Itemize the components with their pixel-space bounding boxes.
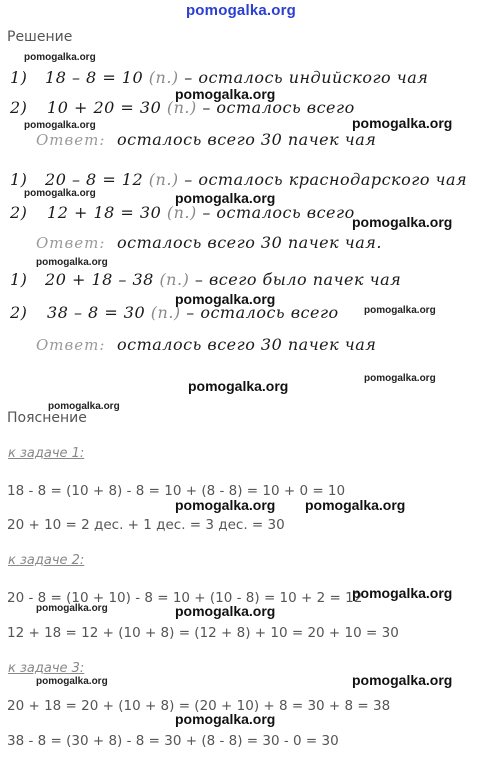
description: – осталось всего: [202, 203, 355, 222]
watermark: pomogalka.org: [36, 676, 108, 687]
description: – осталось индийского чая: [184, 68, 429, 87]
watermark: pomogalka.org: [364, 305, 436, 316]
watermark: pomogalka.org: [175, 291, 276, 307]
line-number: 2): [10, 98, 28, 117]
task2-line1: 20 - 8 = (10 + 10) - 8 = 10 + (10 - 8) = 10 + 2 = 12: [7, 590, 363, 606]
explanation-title: Пояснение: [7, 410, 87, 426]
unit: (п.): [148, 68, 179, 87]
description: – осталось всего: [202, 98, 355, 117]
watermark: pomogalka.org: [24, 120, 96, 131]
solution-title: Решение: [7, 29, 73, 45]
watermark: pomogalka.org: [175, 603, 276, 619]
solution-block3-answer: [36, 335, 376, 354]
watermark: pomogalka.org: [175, 711, 276, 727]
answer-word: Ответ:: [36, 336, 106, 354]
watermark: pomogalka.org: [352, 672, 453, 688]
expression: 38 – 8 = 30: [47, 303, 146, 322]
answer-text: осталось всего 30 пачек чая.: [117, 233, 382, 252]
watermark: pomogalka.org: [24, 188, 96, 199]
answer-text: осталось всего 30 пачек чая: [117, 335, 377, 354]
solution-block2-answer: [36, 233, 382, 252]
expression: 10 + 20 = 30: [47, 98, 162, 117]
watermark: pomogalka.org: [188, 378, 289, 394]
task3-line1: 20 + 18 = 20 + (10 + 8) = (20 + 10) + 8 = 30 + 8 = 38: [7, 698, 391, 714]
answer-word: Ответ:: [36, 131, 106, 149]
unit: (п.): [159, 270, 190, 289]
task2-line2: 12 + 18 = 12 + (10 + 8) = (12 + 8) + 10 = 20 + 10 = 30: [7, 625, 399, 641]
task3-line2: 38 - 8 = (30 + 8) - 8 = 30 + (8 - 8) = 30 - 0 = 30: [7, 733, 339, 749]
expression: 20 – 8 = 12: [45, 170, 144, 189]
answer-word: Ответ:: [36, 234, 106, 252]
watermark: pomogalka.org: [364, 373, 436, 384]
watermark: pomogalka.org: [36, 603, 108, 614]
line-number: 1): [10, 68, 28, 87]
site-logo[interactable]: pomogalka.org: [185, 2, 297, 19]
watermark: pomogalka.org: [175, 497, 276, 513]
description: – осталось краснодарского чая: [184, 170, 468, 189]
task2-label: к задаче 2:: [8, 553, 85, 568]
line-number: 1): [10, 170, 28, 189]
unit: (п.): [150, 303, 181, 322]
unit: (п.): [148, 170, 179, 189]
task1-line2: 20 + 10 = 2 дес. + 1 дес. = 3 дес. = 30: [7, 517, 285, 533]
watermark: pomogalka.org: [305, 497, 406, 513]
watermark: pomogalka.org: [352, 585, 453, 601]
line-number: 2): [10, 203, 28, 222]
solution-block2-line1: [10, 170, 467, 189]
solution-block1-line1: [10, 68, 428, 87]
watermark: pomogalka.org: [24, 52, 96, 63]
expression: 18 – 8 = 10: [45, 68, 144, 87]
watermark: pomogalka.org: [352, 214, 453, 230]
watermark: pomogalka.org: [175, 86, 276, 102]
line-number: 2): [10, 303, 28, 322]
watermark: pomogalka.org: [48, 401, 120, 412]
watermark: pomogalka.org: [352, 115, 453, 131]
task1-line1: 18 - 8 = (10 + 8) - 8 = 10 + (8 - 8) = 10 + 0 = 10: [7, 483, 346, 499]
watermark: pomogalka.org: [36, 257, 108, 268]
solution-block3-line1: [10, 270, 401, 289]
answer-text: осталось всего 30 пачек чая: [117, 130, 377, 149]
watermark: pomogalka.org: [175, 190, 276, 206]
solution-block1-answer: [36, 130, 376, 149]
task3-label: к задаче 3:: [8, 661, 85, 676]
unit: (п.): [166, 203, 197, 222]
line-number: 1): [10, 270, 28, 289]
expression: 12 + 18 = 30: [47, 203, 162, 222]
expression: 20 + 18 – 38: [45, 270, 154, 289]
unit: (п.): [166, 98, 197, 117]
description: – всего было пачек чая: [194, 270, 402, 289]
task1-label: к задаче 1:: [8, 446, 85, 461]
description: – осталось всего: [186, 303, 339, 322]
